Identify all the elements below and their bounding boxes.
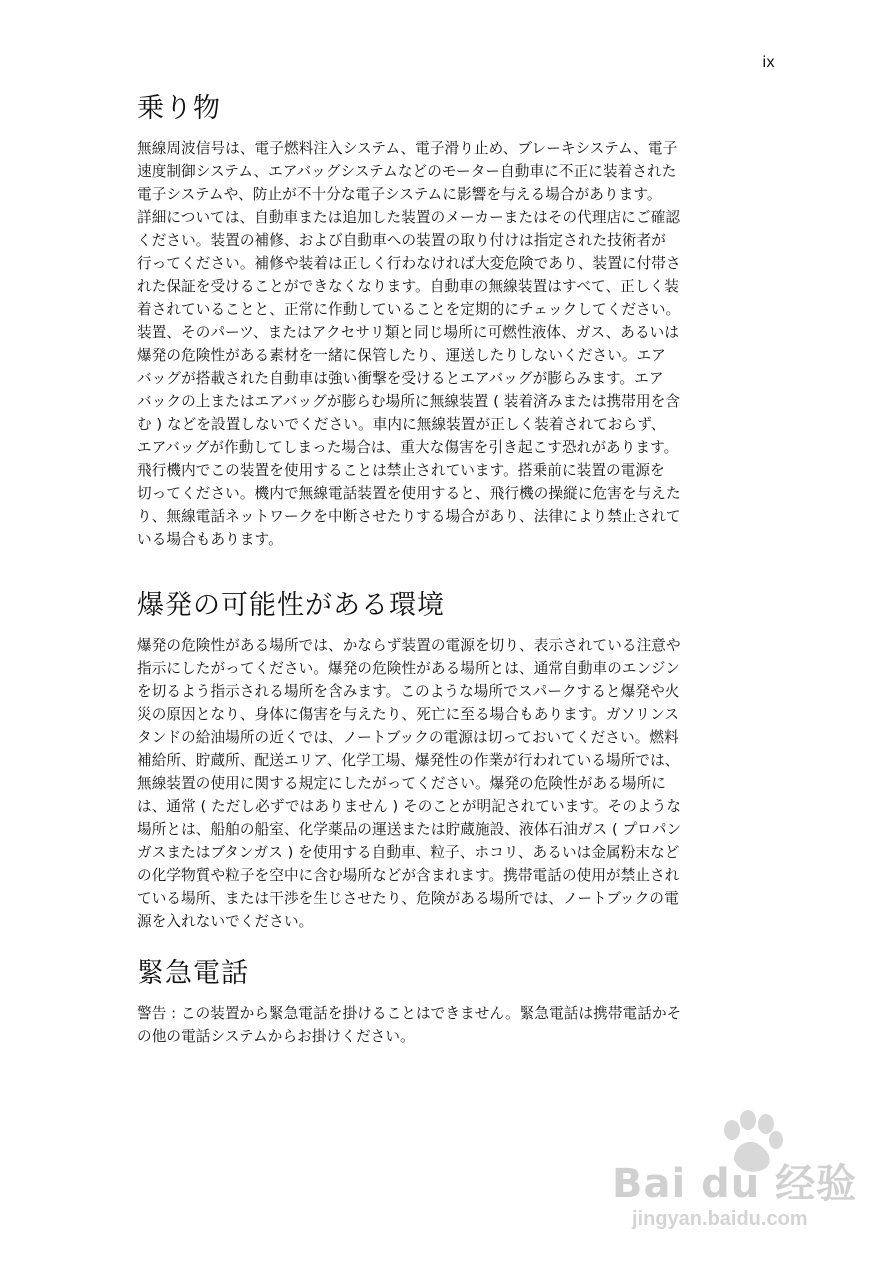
section-title: 緊急電話	[137, 958, 249, 989]
section-explosive-environments	[137, 589, 777, 933]
section-title: 乗り物	[137, 93, 221, 124]
section-body	[137, 634, 777, 933]
paragraph-line: 場所とは、船舶の船室、化学薬品の運送または貯蔵施設、液体石油ガス ( プロパン	[137, 821, 682, 838]
section-title: 爆発の可能性がある環境	[137, 590, 445, 621]
paragraph-line: 着されていることと、正常に作動していることを定期的にチェックしてください。	[137, 301, 681, 318]
paragraph-line: む ) などを設置しないでください。車内に無線装置が正しく装着されておらず、	[137, 416, 666, 433]
paragraph-line: 電子システムや、防止が不十分な電子システムに影響を与える場合があります。	[137, 186, 662, 203]
paragraph-line: タンドの給油場所の近くでは、ノートブックの電源は切っておいてください。燃料	[137, 729, 679, 746]
paragraph-line: を切るよう指示される場所を含みます。このような場所でスパークすると爆発や火	[137, 683, 680, 700]
paragraph-line: 詳細については、自動車または追加した装置のメーカーまたはその代理店にご確認	[137, 209, 681, 226]
paragraph-line: 切ってください。機内で無線電話装置を使用すると、飛行機の操縦に危害を与えた	[137, 485, 681, 502]
paragraph-line: 補給所、貯蔵所、配送エリア、化学工場、爆発性の作業が行われている場所では、	[137, 752, 680, 769]
paragraph-line: 無線装置の使用に関する規定にしたがってください。爆発の危険性がある場所に	[137, 775, 666, 792]
paragraph-line: 爆発の危険性がある場所では、かならず装置の電源を切り、表示されている注意や	[137, 637, 681, 654]
section-body	[137, 1002, 777, 1048]
paragraph-line: 装置、そのパーツ、またはアクセサリ類と同じ場所に可燃性液体、ガス、あるいは	[137, 324, 680, 341]
paragraph-line: ている場所、または干渉を生じさせたり、危険がある場所では、ノートブックの電	[137, 890, 679, 907]
paragraph-line: バッグが搭載された自動車は強い衝撃を受けるとエアバッグが膨らみます。エア	[137, 370, 664, 387]
paragraph-line: 災の原因となり、身体に傷害を与えたり、死亡に至る場合もあります。ガソリンス	[137, 706, 680, 723]
paragraph-line: 警告 : この装置から緊急電話を掛けることはできません。緊急電話は携帯電話かそ	[137, 1005, 682, 1022]
paragraph-line: 指示にしたがってください。爆発の危険性がある場所とは、通常自動車のエンジン	[137, 660, 680, 677]
paragraph-line: は、通常 ( ただし必ずではありません ) そのことが明記されています。そのような	[137, 798, 682, 815]
paragraph-line: れた保証を受けることができなくなります。自動車の無線装置はすべて、正しく装	[137, 278, 679, 295]
paragraph-line: バックの上またはエアバッグが膨らむ場所に無線装置 ( 装着済みまたは携帯用を含	[137, 393, 681, 410]
paragraph-line: 源を入れないでください。	[137, 913, 314, 930]
paragraph-line: 飛行機内でこの装置を使用することは禁止されています。搭乗前に装置の電源を	[137, 462, 665, 479]
watermark	[612, 1100, 858, 1250]
section-vehicles	[137, 92, 777, 551]
section-emergency-calls	[137, 957, 777, 1048]
page-number: ix	[762, 54, 775, 71]
watermark-url: jingyan.baidu.com	[632, 1208, 808, 1230]
paragraph-line: エアバッグが作動してしまった場合は、重大な傷害を引き起こす恐れがあります。	[137, 439, 679, 456]
paragraph-line: 行ってください。補修や装着は正しく行わなければ大変危険であり、装置に付帯さ	[137, 255, 681, 272]
paragraph-line: 速度制御システム、エアバッグシステムなどのモーター自動車に不正に装着された	[137, 163, 677, 180]
paragraph-line: の化学物質や粒子を空中に含む場所などが含まれます。携帯電話の使用が禁止され	[137, 867, 680, 884]
section-body	[137, 137, 777, 551]
paragraph-line: ください。装置の補修、および自動車への装置の取り付けは指定された技術者が	[137, 232, 666, 249]
paragraph-line: り、無線電話ネットワークを中断させたりする場合があり、法律により禁止されて	[137, 508, 681, 525]
paragraph-line: 無線周波信号は、電子燃料注入システム、電子滑り止め、ブレーキシステム、電子	[137, 140, 678, 157]
paragraph-line: の他の電話システムからお掛けください。	[137, 1028, 415, 1045]
paragraph-line: いる場合もあります。	[137, 531, 283, 548]
watermark-brand: Bai du 经验	[612, 1161, 858, 1207]
paragraph-line: ガスまたはブタンガス ) を使用する自動車、粒子、ホコリ、あるいは金属粉末など	[137, 844, 680, 861]
paragraph-line: 爆発の危険性がある素材を一緒に保管したり、運送したりしないください。エア	[137, 347, 666, 364]
